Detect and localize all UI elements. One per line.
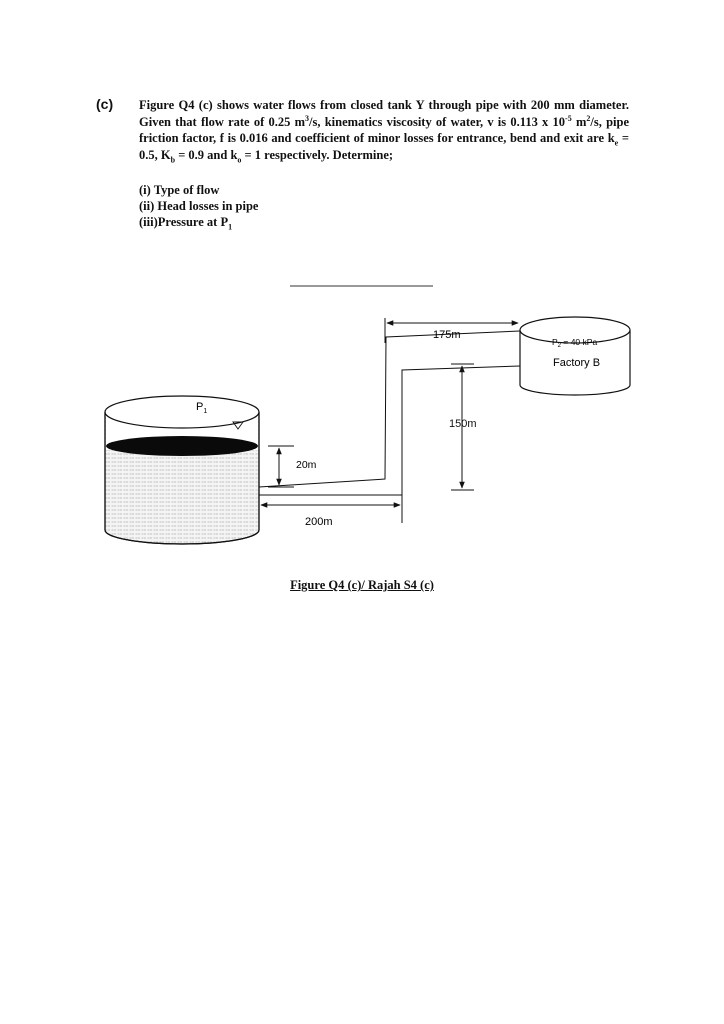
figure-caption: Figure Q4 (c)/ Rajah S4 (c) [290, 578, 434, 592]
dim-200-label: 200m [305, 516, 333, 528]
factory-name: Factory B [553, 357, 601, 369]
dim-150-label: 150m [449, 418, 477, 430]
question-text: Figure Q4 (c) shows water flows from closed tank Y through pipe with 200 mm diameter. Given that flow rate of 0.25 $m^3/s$, kinematics viscosity of water, v is 0.113 x $10^{-5}$ $m^2/s$, pipe friction factor, f is 0.016 and coefficient of minor losses for entrance, bend and exit are $k_e = 0.5$, $K_b = 0.9$ and $k_o = 1$ respectively. Determine; [139, 98, 629, 164]
water-surface [106, 436, 258, 456]
pipe-system-diagram [0, 270, 724, 570]
dim-175-label: 175m [433, 329, 461, 341]
tank-pressure-label: $P_1$ [196, 401, 208, 415]
question-parts [139, 182, 258, 230]
part-iii: (iii)Pressure at $P_1$ [139, 215, 233, 232]
part-i: (i) Type of flow [139, 183, 220, 197]
dim-20-label: 20m [296, 459, 317, 471]
tank [105, 396, 259, 544]
question-label: (c) [96, 96, 114, 112]
part-ii: (ii) Head losses in pipe [139, 199, 259, 213]
factory-tank [520, 317, 630, 395]
factory-pressure-label: $P_2 = 40$ kPa [552, 337, 598, 349]
